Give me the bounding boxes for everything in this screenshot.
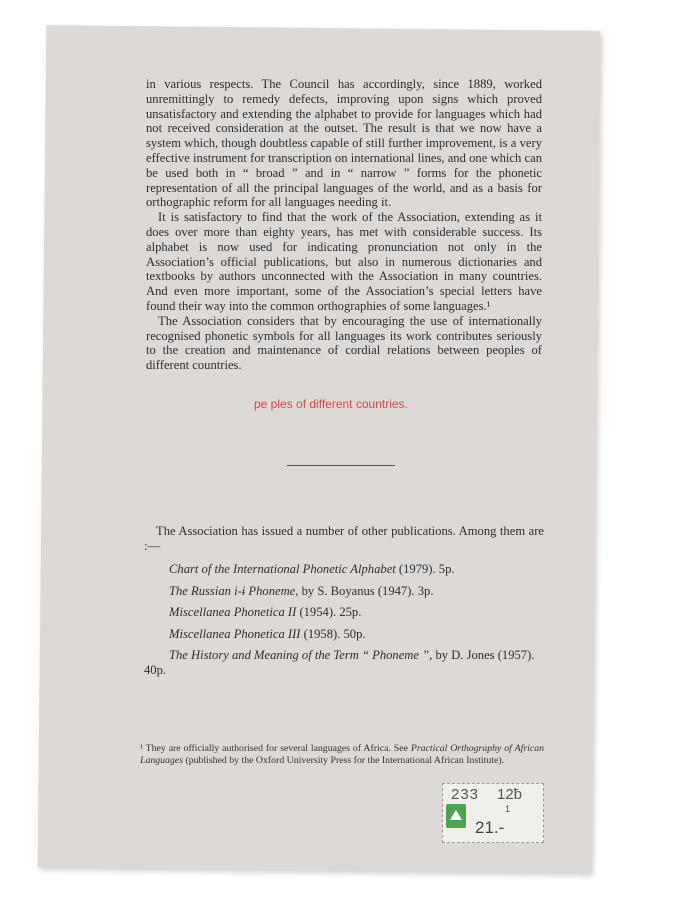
publication-item: Miscellanea Phonetica II (1954). 25p.: [169, 605, 362, 619]
red-overprint: pe ples of different countries.: [254, 397, 408, 411]
paragraph-3: [146, 314, 542, 373]
sticker-price: 21.-: [475, 818, 505, 837]
bookshop-logo-icon: [446, 804, 466, 828]
section-divider: [287, 465, 395, 466]
paragraph-3-text: The Association considers that by encouraging the use of internationally recognised phonetic symbols for all languages its work contributes seriously to the creation and maintenance of cordial relations between peoples of different countries.: [146, 313, 542, 373]
publications-intro: The Association has issued a number of other publications. Among them are :—: [144, 524, 544, 553]
publication-item: Chart of the International Phonetic Alphabet (1979). 5p.: [169, 562, 455, 576]
publication-item: The Russian i-ɨ Phoneme, by S. Boyanus (1947). 3p.: [169, 583, 434, 598]
sticker-number: 233: [451, 786, 480, 803]
paragraph-1: in various respects. The Council has accordingly, since 1889, worked unremittingly to remedy defects, improving upon signs which proved unsatisfactory and extending the alphabet to provide for languages which had not received consideration at the outset. The result is that we now have a system which, though doubtless capable of still further improvement, is a very effective instrument for transcription on international lines, and one which can be used both in “ broad ” and in “ narrow ” forms for the phonetic representation of all the principal languages of the world, and as a basis for orthographic reform for all languages needing it.: [146, 77, 542, 210]
publication-item: The History and Meaning of the Term “ Phoneme ”, by D. Jones (1957). 40p.: [144, 648, 535, 677]
publication-item: Miscellanea Phonetica III (1958). 50p.: [169, 626, 366, 641]
footnote: ¹ They are officially authorised for several languages of Africa. See Practical Orthography of African Languages (published by the Oxford University Press for the International African Institute).: [140, 743, 545, 766]
body-text: [146, 77, 542, 373]
publications-section: [144, 524, 544, 685]
price-sticker: [442, 783, 544, 843]
sticker-small-mark: 1: [505, 804, 511, 814]
paragraph-2: It is satisfactory to find that the work of the Association, extending as it does over more than eighty years, has met with considerable success. Its alphabet is now used for indicating pronunciation not only in the Association’s official publications, but also in numerous dictionaries and textbooks by authors unconnected with the Association in many countries. And even more important, some of the Association’s special letters have found their way into the common orthographies of some languages.¹: [146, 210, 542, 313]
sticker-number-2: 12ƀ: [497, 786, 523, 803]
